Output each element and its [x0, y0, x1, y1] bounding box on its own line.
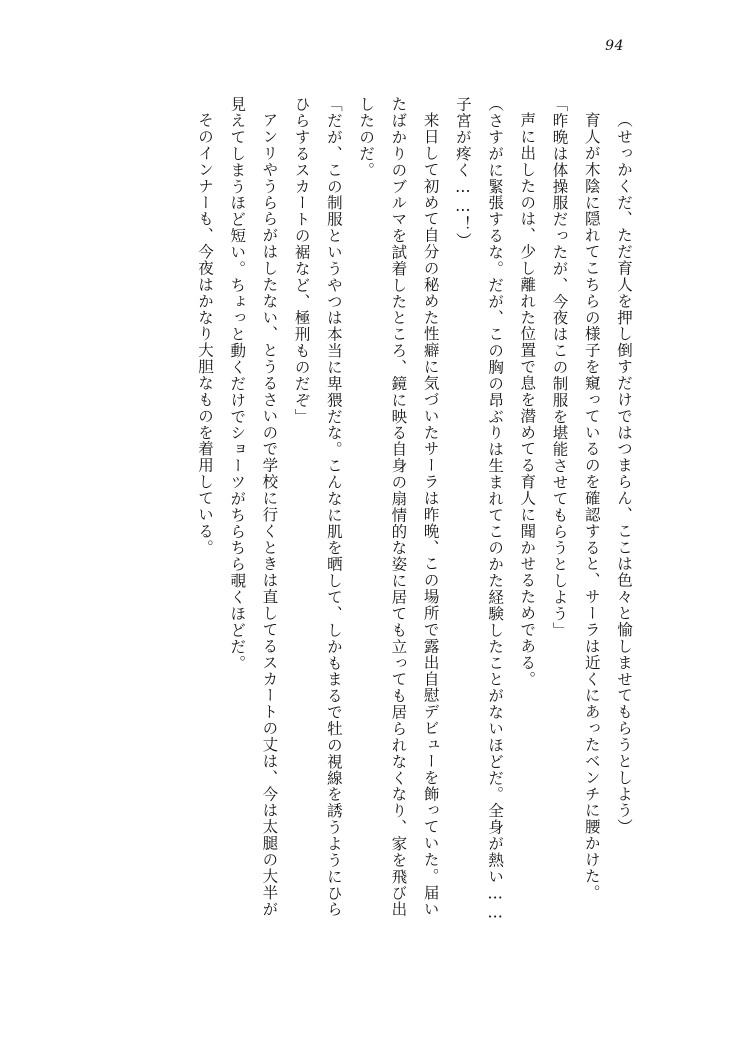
- paragraph: 声に出したのは、少し離れた位置で息を潜めてる育人に聞かせるためである。: [518, 111, 537, 687]
- paragraph: （さすがに緊張するな。だが、この胸の昂ぶりは生まれてこのかた経験したことがないほどだ。全身が熱い……子宮が疼く……！）: [453, 96, 505, 923]
- paragraph: （せっかくだ、ただ育人を押し倒すだけではつまらん、ここは色々と愉しませてもらうとしよう）: [615, 111, 633, 835]
- paragraph: 育人が木陰に隠れてこちらの様子を窺っているのを確認すると、サーラは近くにあったベンチに腰かけた。: [582, 111, 601, 901]
- paragraph: 「だが、この制服というやつは本当に卑猥だな。こんなに肌を晒して、しかもまるで牡の視線を誘うようにひらひらするスカートの裾など、極刑ものだぞ」: [292, 96, 343, 918]
- paragraph: 来日して初めて自分の秘めた性癖に気づいたサーラは昨晩、この場所で露出自慰デビューを飾っていた。届いたばかりのブルマを試着したところ、鏡に映る自身の扇情的な姿に居ても立っても居られなくなり、家を飛び出したのだ。: [357, 96, 440, 918]
- paragraph: そのインナーも、今夜はかなり大胆なものを着用している。: [195, 111, 214, 556]
- paragraph: 「昨晩は体操服だったが、今夜はこの制服を堪能させてもらうとしよう」: [550, 96, 569, 639]
- page-number: 94: [605, 38, 624, 54]
- page-text-body: [100, 96, 640, 926]
- paragraph: アンリやうららがはしたない、とうるさいので学校に行くときは直してるスカートの丈は、今は太腿の大半が見えてしまうほど短い。ちょっと動くだけでショーツがちらちら覗くほどだ。: [228, 96, 279, 917]
